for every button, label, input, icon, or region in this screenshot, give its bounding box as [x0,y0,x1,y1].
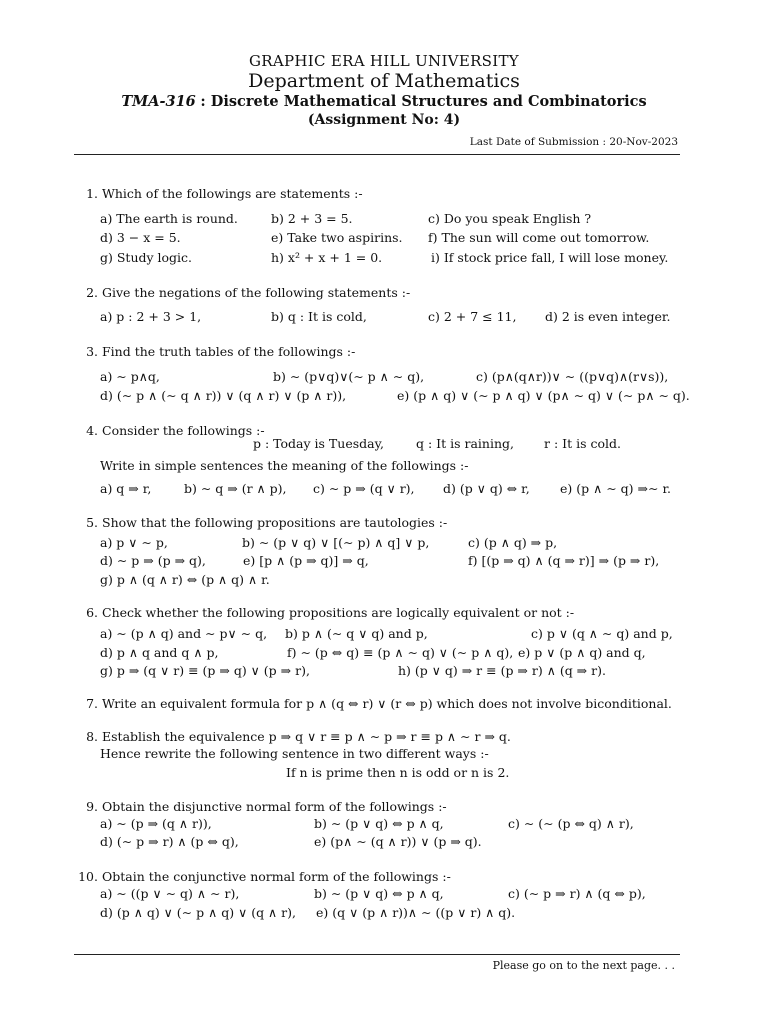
q1-option-f: f) The sun will come out tomorrow. [428,230,650,245]
q10-option-d: d) (p ∧ q) ∨ (∼ p ∧ q) ∨ (q ∧ r), [100,905,296,920]
q1-option-h: h) x² + x + 1 = 0. [271,250,383,265]
q1-option-b: b) 2 + 3 = 5. [271,211,353,226]
q4-option-b: b) ∼ q ⇒ (r ∧ p), [184,481,287,496]
question-text: Obtain the disjunctive normal form of the followings :- [102,799,447,814]
q1-option-g: g) Study logic. [100,250,193,265]
header-divider [74,154,680,155]
question-number: 8. [86,729,98,744]
q4-option-a: a) q ⇒ r, [100,481,152,496]
footer-divider [74,954,680,955]
question-2 [78,283,410,303]
assignment-number: (Assignment No: 4) [307,112,461,128]
q2-option-a: a) p : 2 + 3 > 1, [100,309,202,324]
course-line [0,93,768,110]
q1-option-i: i) If stock price fall, I will lose money. [431,250,669,265]
q4-option-d: d) (p ∨ q) ⇔ r, [443,481,530,496]
q5-option-g: g) p ∧ (q ∧ r) ⇔ (p ∧ q) ∧ r. [100,572,270,587]
question-5 [78,513,447,533]
q6-option-d: d) p ∧ q and q ∧ p, [100,645,219,660]
q4-instruction: Write in simple sentences the meaning of the followings :- [100,458,469,473]
question-text: Which of the followings are statements :- [102,186,363,201]
q5-option-d: d) ∼ p ⇒ (p ⇒ q), [100,553,206,568]
q2-option-b: b) q : It is cold, [271,309,367,324]
question-number: 1. [86,186,98,201]
q5-option-b: b) ∼ (p ∨ q) ∨ [(∼ p) ∧ q] ∨ p, [242,535,430,550]
q10-option-a: a) ∼ ((p ∨ ∼ q) ∧ ∼ r), [100,886,240,901]
q8-instruction: Hence rewrite the following sentence in two different ways :- [100,746,489,761]
question-text: Obtain the conjunctive normal form of the followings :- [102,869,451,884]
q5-option-e: e) [p ∧ (p ⇒ q)] ⇒ q, [243,553,369,568]
q3-option-e: e) (p ∧ q) ∨ (∼ p ∧ q) ∨ (p∧ ∼ q) ∨ (∼ p∧ ∼ q). [397,388,690,403]
question-text: Consider the followings :- [102,423,265,438]
q4-def-q: q : It is raining, [416,436,514,451]
q6-option-b: b) p ∧ (∼ q ∨ q) and p, [285,626,428,641]
q1-option-a: a) The earth is round. [100,211,238,226]
q3-option-c: c) (p∧(q∧r))∨ ∼ ((p∨q)∧(r∨s)), [476,369,669,384]
q4-option-e: e) (p ∧ ∼ q) ⇒∼ r. [560,481,672,496]
q3-option-d: d) (∼ p ∧ (∼ q ∧ r)) ∨ (q ∧ r) ∨ (p ∧ r)), [100,388,347,403]
q5-option-c: c) (p ∧ q) ⇒ p, [468,535,558,550]
q10-option-e: e) (q ∨ (p ∧ r))∧ ∼ ((p ∨ r) ∧ q). [316,905,516,920]
q9-option-a: a) ∼ (p ⇒ (q ∧ r)), [100,816,212,831]
question-6 [78,603,574,623]
q6-option-c: c) p ∨ (q ∧ ∼ q) and p, [531,626,673,641]
q6-option-h: h) (p ∨ q) ⇒ r ≡ (p ⇒ r) ∧ (q ⇒ r). [398,663,606,678]
q1-option-d: d) 3 − x = 5. [100,230,181,245]
q10-option-c: c) (∼ p ⇒ r) ∧ (q ⇔ p), [508,886,646,901]
question-4 [78,421,265,441]
question-text: Show that the following propositions are tautologies :- [102,515,448,530]
q8-sentence: If n is prime then n is odd or n is 2. [286,765,510,780]
q2-option-d: d) 2 is even integer. [545,309,671,324]
q4-def-r: r : It is cold. [544,436,621,451]
q3-option-b: b) ∼ (p∨q)∨(∼ p ∧ ∼ q), [273,369,425,384]
next-page-note: Please go on to the next page. . . [492,959,675,972]
q10-option-b: b) ∼ (p ∨ q) ⇔ p ∧ q, [314,886,444,901]
question-number: 2. [86,285,98,300]
question-number: 6. [86,605,98,620]
q1-option-c: c) Do you speak English ? [428,211,592,226]
q4-def-p: p : Today is Tuesday, [253,436,384,451]
q3-option-a: a) ∼ p∧q, [100,369,160,384]
question-text: Give the negations of the following statements :- [102,285,411,300]
q9-option-e: e) (p∧ ∼ (q ∧ r)) ∨ (p ⇒ q). [314,834,482,849]
question-3 [78,342,355,362]
question-10 [78,867,451,887]
q9-option-b: b) ∼ (p ∨ q) ⇔ p ∧ q, [314,816,444,831]
question-8 [78,727,511,747]
q5-option-f: f) [(p ⇒ q) ∧ (q ⇒ r)] ⇒ (p ⇒ r), [468,553,660,568]
question-number: 9. [86,799,98,814]
question-number: 3. [86,344,98,359]
q5-option-a: a) p ∨ ∼ p, [100,535,168,550]
question-number: 5. [86,515,98,530]
question-1 [78,184,363,204]
q9-option-c: c) ∼ (∼ (p ⇔ q) ∧ r), [508,816,634,831]
question-number: 4. [86,423,98,438]
q2-option-c: c) 2 + 7 ≤ 11, [428,309,517,324]
question-9 [78,797,447,817]
university-name: GRAPHIC ERA HILL UNIVERSITY [249,52,519,70]
course-code: TMA-316 [121,93,196,110]
q4-option-c: c) ∼ p ⇒ (q ∨ r), [313,481,415,496]
question-number: 10. [78,869,98,884]
question-text: Find the truth tables of the followings :- [102,344,356,359]
course-title: : Discrete Mathematical Structures and Combinatorics [200,93,647,110]
q6-option-e: e) p ∨ (p ∧ q) and q, [518,645,646,660]
question-text: Check whether the following propositions are logically equivalent or not :- [102,605,575,620]
department-name: Department of Mathematics [248,70,520,92]
question-7 [78,694,672,714]
question-text: Establish the equivalence p ⇒ q ∨ r ≡ p ∧ ∼ p ⇒ r ≡ p ∧ ∼ r ⇒ q. [102,729,511,744]
q1-option-e: e) Take two aspirins. [271,230,403,245]
question-text: Write an equivalent formula for p ∧ (q ⇔ r) ∨ (r ⇔ p) which does not involve biconditional. [102,696,672,711]
q6-option-a: a) ∼ (p ∧ q) and ∼ p∨ ∼ q, [100,626,268,641]
submission-date: Last Date of Submission : 20-Nov-2023 [469,136,678,148]
q6-option-f: f) ∼ (p ⇔ q) ≡ (p ∧ ∼ q) ∨ (∼ p ∧ q), [287,645,514,660]
question-number: 7. [86,696,98,711]
q9-option-d: d) (∼ p ⇒ r) ∧ (p ⇔ q), [100,834,239,849]
q6-option-g: g) p ⇒ (q ∨ r) ≡ (p ⇒ q) ∨ (p ⇒ r), [100,663,310,678]
